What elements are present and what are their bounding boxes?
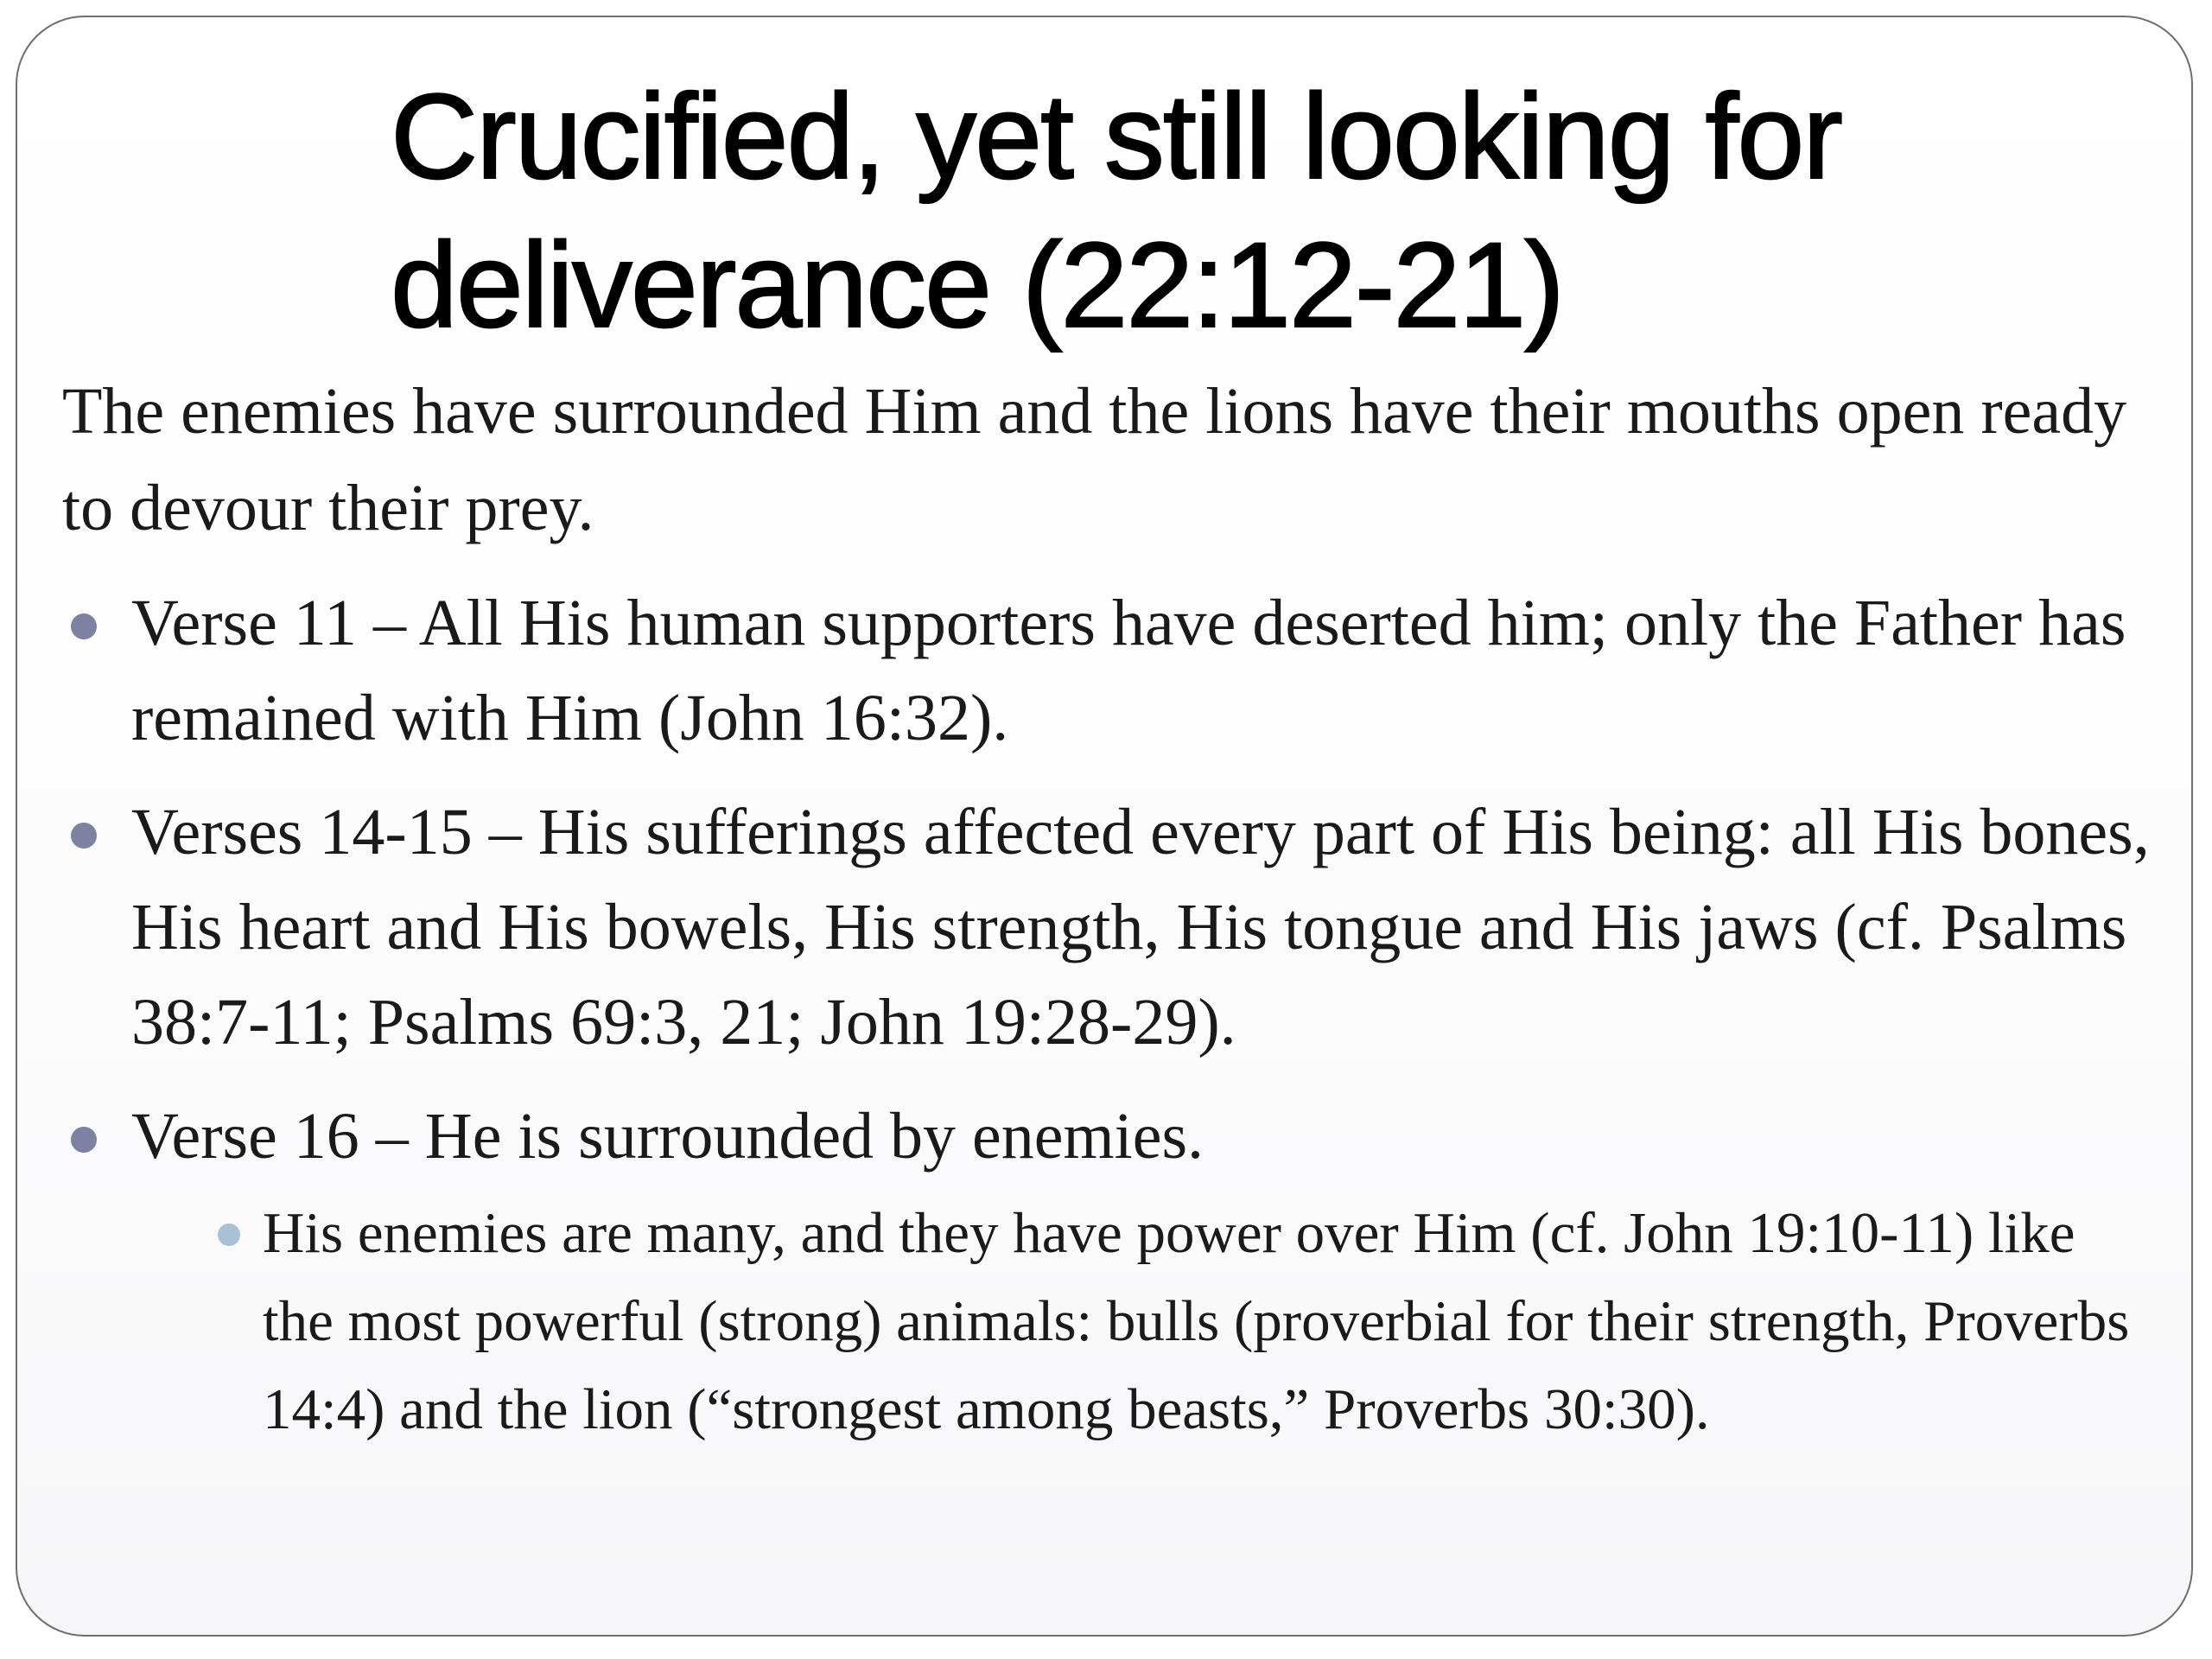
bullet-text: Verses 14-15 – His sufferings affected every part of His being: all His bones, His heart and His bowels, His strength, His tongue and His jaws (cf. Psalms 38:7-11; Psalms 69:3, 21; John 19:28-29). [131, 796, 2150, 1058]
bullet-item [62, 575, 2153, 766]
bullet-list [62, 575, 2153, 1453]
bullet-dot-icon [71, 823, 97, 849]
bullet-dot-icon [71, 1127, 97, 1153]
title-line-1: Crucified, yet still looking for [391, 68, 1841, 204]
sub-bullet-list [131, 1189, 2153, 1453]
bullet-text: Verse 16 – He is surrounded by enemies. [131, 1100, 1205, 1173]
bullet-item [62, 785, 2153, 1070]
intro-paragraph: The enemies have surrounded Him and the lions have their mouths open ready to devour their prey. [62, 375, 2127, 544]
slide-title [391, 62, 2153, 359]
sub-bullet-item [131, 1189, 2153, 1453]
bullet-item [62, 1089, 2153, 1453]
title-line-2: deliverance (22:12-21) [391, 217, 1563, 353]
sub-bullet-text: His enemies are many, and they have power over Him (cf. John 19:10-11) like the most powerful (strong) animals: bulls (proverbial for their strength, Proverbs 14:4) and the lion (“strongest among beasts,” Proverbs 30:30). [263, 1201, 2130, 1441]
slide-body [62, 363, 2153, 1453]
bullet-dot-icon [71, 613, 97, 639]
bullet-text: Verse 11 – All His human supporters have deserted him; only the Father has remained with Him (John 16:32). [131, 587, 2126, 754]
sub-bullet-dot-icon [218, 1224, 240, 1246]
